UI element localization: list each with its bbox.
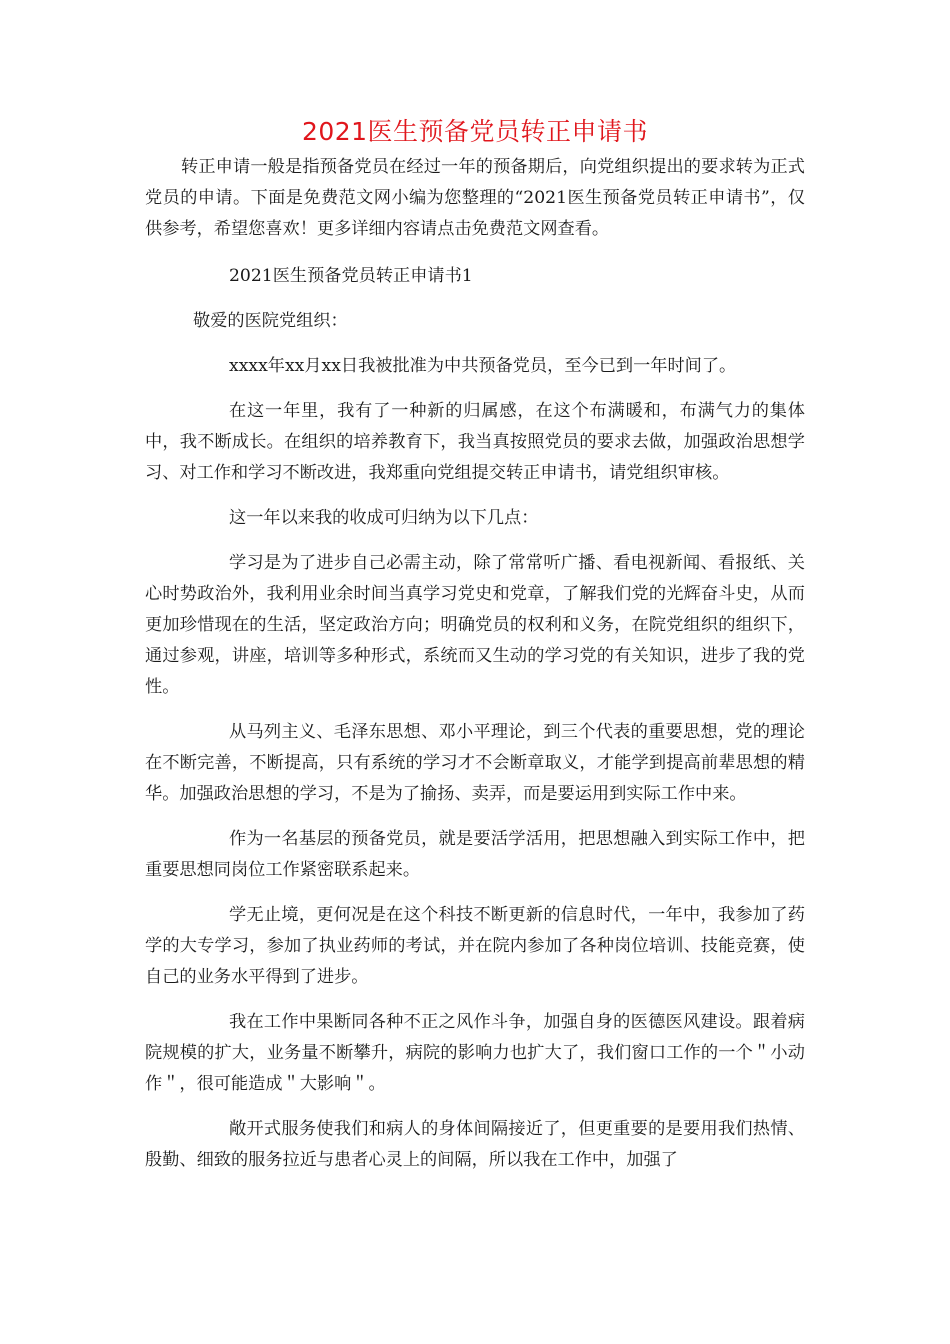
- body-paragraph: 敞开式服务使我们和病人的身体间隔接近了，但更重要的是要用我们热情、殷勤、细致的服务拉近与患者心灵上的间隔，所以我在工作中，加强了: [145, 1119, 805, 1170]
- body-paragraph: 学无止境，更何况是在这个科技不断更新的信息时代，一年中，我参加了药学的大专学习，参加了执业药师的考试，并在院内参加了各种岗位培训、技能竞赛，使自己的业务水平得到了进步。: [145, 905, 805, 987]
- letter-subtitle: 2021医生预备党员转正申请书1: [229, 266, 473, 286]
- body-paragraph: xxxx年xx月xx日我被批准为中共预备党员，至今已到一年时间了。: [229, 356, 737, 376]
- intro-paragraph: 转正申请一般是指预备党员在经过一年的预备期后，向党组织提出的要求转为正式党员的申请。下面是免费范文网小编为您整理的“2021医生预备党员转正申请书”，仅供参考，希望您喜欢！更多详细内容请点击免费范文网查看。: [145, 157, 805, 239]
- body-paragraph: 在这一年里，我有了一种新的归属感，在这个布满暖和，布满气力的集体中，我不断成长。在组织的培养教育下，我当真按照党员的要求去做，加强政治思想学习、对工作和学习不断改进，我郑重向党组提交转正申请书，请党组织审核。: [145, 401, 805, 483]
- body-paragraph: 这一年以来我的收成可归纳为以下几点：: [229, 508, 539, 528]
- body-paragraph: 作为一名基层的预备党员，就是要活学活用，把思想融入到实际工作中，把重要思想同岗位工作紧密联系起来。: [145, 829, 805, 880]
- body-paragraph: 学习是为了进步自己必需主动，除了常常听广播、看电视新闻、看报纸、关心时势政治外，我利用业余时间当真学习党史和党章，了解我们党的光辉奋斗史，从而更加珍惜现在的生活，坚定政治方向；明确党员的权利和义务，在院党组织的组织下，通过参观，讲座，培训等多种形式，系统而又生动的学习党的有关知识，进步了我的党性。: [145, 553, 805, 697]
- salutation: 敬爱的医院党组织：: [193, 311, 348, 331]
- page-title: 2021医生预备党员转正申请书: [301, 117, 649, 146]
- body-paragraph: 我在工作中果断同各种不正之风作斗争，加强自身的医德医风建设。跟着病院规模的扩大，业务量不断攀升，病院的影响力也扩大了，我们窗口工作的一个＂小动作＂，很可能造成＂大影响＂。: [145, 1012, 805, 1094]
- body-paragraph: 从马列主义、毛泽东思想、邓小平理论，到三个代表的重要思想，党的理论在不断完善，不断提高，只有系统的学习才不会断章取义，才能学到提高前辈思想的精华。加强政治思想的学习，不是为了揄扬、卖弄，而是要运用到实际工作中来。: [145, 722, 805, 804]
- document-body: [145, 152, 805, 1190]
